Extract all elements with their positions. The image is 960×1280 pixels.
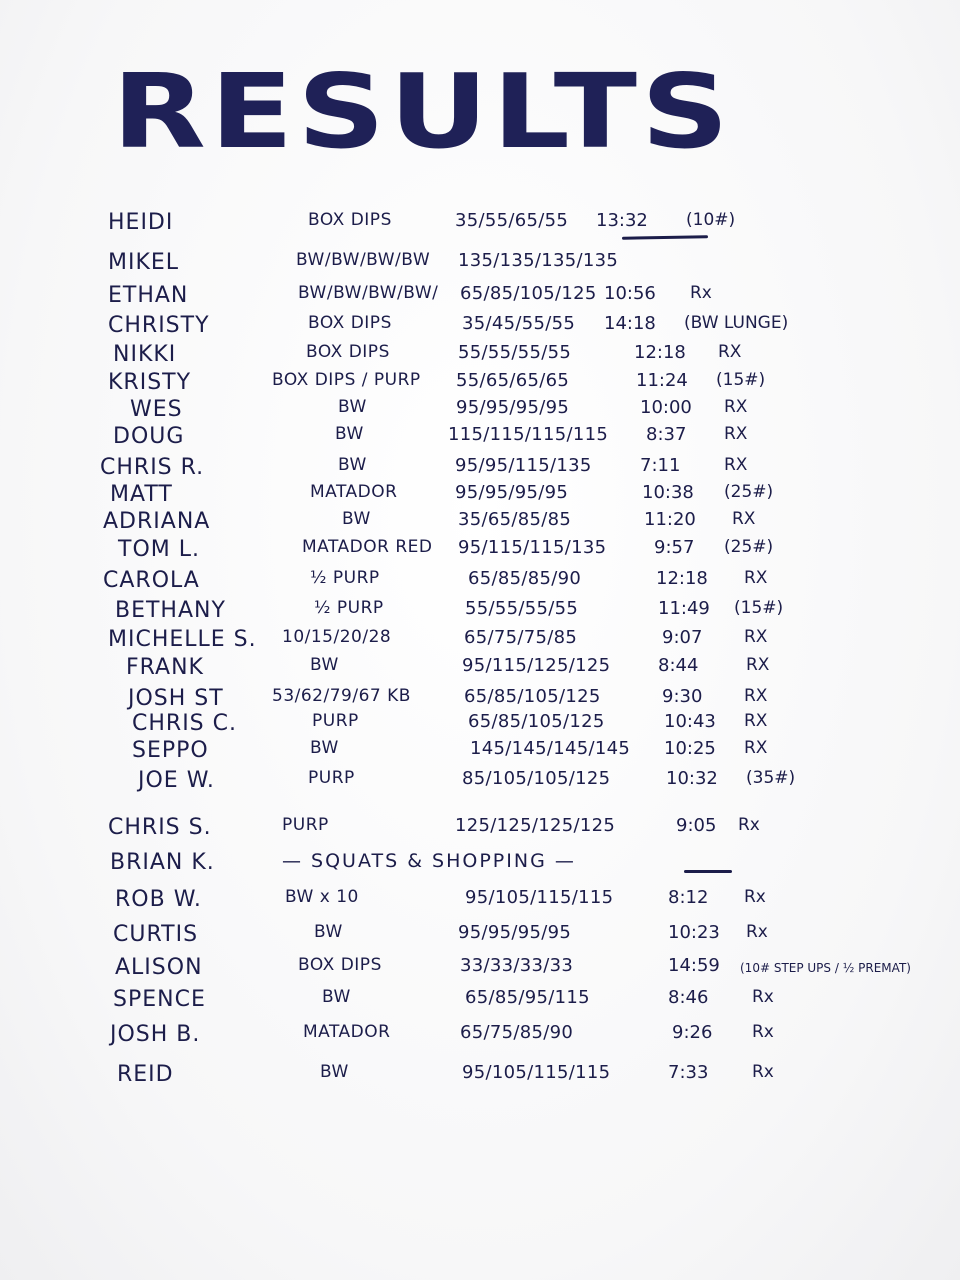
movement-modification: BOX DIPS <box>298 955 382 975</box>
result-row <box>0 922 960 952</box>
athlete-name: JOSH B. <box>110 1022 201 1047</box>
scaling-note: Rx <box>746 922 768 942</box>
athlete-name: BRIAN K. <box>110 850 215 875</box>
scaling-note: (25#) <box>724 537 774 557</box>
scaling-note: Rx <box>752 1022 774 1042</box>
scaling-note: RX <box>744 738 768 758</box>
scaling-note: (10# STEP UPS / ½ PREMAT) <box>740 961 911 975</box>
movement-modification: BW <box>322 987 351 1007</box>
scaling-note: RX <box>732 509 756 529</box>
barbell-weights: 55/65/65/65 <box>456 370 570 391</box>
barbell-weights: 95/95/95/95 <box>456 397 570 418</box>
result-row <box>0 815 960 845</box>
movement-modification: BW x 10 <box>285 887 359 907</box>
result-row <box>0 455 960 485</box>
barbell-weights: 115/115/115/115 <box>448 424 609 445</box>
result-row <box>0 283 960 313</box>
barbell-weights: 95/115/125/125 <box>462 655 611 676</box>
movement-modification: PURP <box>282 815 329 835</box>
movement-modification: ½ PURP <box>310 568 380 588</box>
scaling-note: Rx <box>744 887 766 907</box>
athlete-name: ALISON <box>115 955 203 980</box>
movement-modification: 10/15/20/28 <box>282 627 392 647</box>
result-row <box>0 598 960 628</box>
athlete-name: JOSH ST <box>128 686 224 711</box>
scaling-note: RX <box>724 424 748 444</box>
result-row <box>0 210 960 240</box>
athlete-name: FRANK <box>126 655 204 680</box>
barbell-weights: 65/85/105/125 <box>464 686 601 707</box>
result-row <box>0 768 960 798</box>
barbell-weights: 35/65/85/85 <box>458 509 572 530</box>
athlete-name: KRISTY <box>108 370 192 395</box>
result-row <box>0 711 960 741</box>
athlete-name: CAROLA <box>103 568 200 593</box>
athlete-name: JOE W. <box>138 768 215 793</box>
scaling-note: RX <box>744 686 768 706</box>
scaling-note: (35#) <box>746 768 796 788</box>
result-row <box>0 627 960 657</box>
finish-time: 10:25 <box>664 738 716 759</box>
barbell-weights: 95/105/115/115 <box>465 887 614 908</box>
finish-time: 9:30 <box>662 686 703 707</box>
movement-modification: BW/BW/BW/BW <box>296 250 431 270</box>
athlete-name: NIKKI <box>113 342 177 367</box>
athlete-name: ADRIANA <box>103 509 211 534</box>
scaling-note: Rx <box>738 815 760 835</box>
barbell-weights: 55/55/55/55 <box>458 342 572 363</box>
movement-modification: 53/62/79/67 KB <box>272 686 411 706</box>
barbell-weights: 65/85/105/125 <box>460 283 597 304</box>
finish-time: 8:12 <box>668 887 709 908</box>
barbell-weights: 145/145/145/145 <box>470 738 631 759</box>
athlete-name: DOUG <box>113 424 185 449</box>
finish-time: 7:11 <box>640 455 681 476</box>
barbell-weights: 95/95/95/95 <box>455 482 569 503</box>
result-row <box>0 397 960 427</box>
movement-modification: BOX DIPS <box>308 313 392 333</box>
scaling-note: RX <box>744 711 768 731</box>
finish-time: 8:44 <box>658 655 699 676</box>
result-row <box>0 1022 960 1052</box>
athlete-name: ROB W. <box>115 887 202 912</box>
finish-time: 8:37 <box>646 424 687 445</box>
athlete-name: REID <box>117 1062 174 1087</box>
finish-time: 13:32 <box>596 210 648 231</box>
finish-time: 10:56 <box>604 283 656 304</box>
finish-time: 12:18 <box>634 342 686 363</box>
scaling-note: (15#) <box>734 598 784 618</box>
finish-time: 9:57 <box>654 537 695 558</box>
athlete-name: BETHANY <box>115 598 226 623</box>
finish-time: 14:59 <box>668 955 720 976</box>
barbell-weights: 33/33/33/33 <box>460 955 574 976</box>
result-row <box>0 738 960 768</box>
finish-time: 10:38 <box>642 482 694 503</box>
scaling-note: (BW LUNGE) <box>684 313 789 333</box>
movement-modification: BW <box>310 655 339 675</box>
finish-time: 10:43 <box>664 711 716 732</box>
athlete-name: CHRIS R. <box>100 455 205 480</box>
movement-modification: BW <box>338 397 367 417</box>
movement-modification: BOX DIPS / PURP <box>272 370 421 390</box>
results-title: RESULTS <box>112 51 733 172</box>
result-row <box>0 887 960 917</box>
athlete-name: MATT <box>110 482 173 507</box>
barbell-weights: 35/55/65/55 <box>455 210 569 231</box>
athlete-name: SEPPO <box>132 738 209 763</box>
result-row <box>0 655 960 685</box>
athlete-name: SPENCE <box>113 987 206 1012</box>
finish-time: 12:18 <box>656 568 708 589</box>
scaling-note: RX <box>744 627 768 647</box>
result-row <box>0 370 960 400</box>
scaling-note: (15#) <box>716 370 766 390</box>
result-row <box>0 850 960 880</box>
scaling-note: Rx <box>690 283 712 303</box>
movement-modification: MATADOR <box>303 1022 391 1042</box>
barbell-weights: 65/75/75/85 <box>464 627 578 648</box>
scaling-note: Rx <box>752 987 774 1007</box>
finish-time: 11:49 <box>658 598 710 619</box>
movement-modification: MATADOR RED <box>302 537 433 557</box>
movement-modification: PURP <box>312 711 359 731</box>
movement-modification: BW <box>314 922 343 942</box>
movement-modification: — SQUATS & SHOPPING — <box>282 850 576 872</box>
barbell-weights: 65/75/85/90 <box>460 1022 574 1043</box>
result-row <box>0 568 960 598</box>
movement-modification: ½ PURP <box>314 598 384 618</box>
barbell-weights: 65/85/85/90 <box>468 568 582 589</box>
movement-modification: BW <box>338 455 367 475</box>
barbell-weights: 35/45/55/55 <box>462 313 576 334</box>
scaling-note: RX <box>718 342 742 362</box>
barbell-weights: 65/85/105/125 <box>468 711 605 732</box>
athlete-name: CHRIS C. <box>132 711 237 736</box>
scaling-note: RX <box>724 455 748 475</box>
result-row <box>0 342 960 372</box>
finish-time: 9:07 <box>662 627 703 648</box>
athlete-name: HEIDI <box>108 210 174 235</box>
finish-time: 11:24 <box>636 370 688 391</box>
barbell-weights: 95/115/115/135 <box>458 537 607 558</box>
finish-time: 14:18 <box>604 313 656 334</box>
scaling-note: RX <box>724 397 748 417</box>
finish-time: 9:05 <box>676 815 717 836</box>
movement-modification: BW <box>335 424 364 444</box>
scaling-note: (25#) <box>724 482 774 502</box>
athlete-name: WES <box>130 397 183 422</box>
athlete-name: CHRISTY <box>108 313 210 338</box>
result-row <box>0 482 960 512</box>
finish-time: 10:23 <box>668 922 720 943</box>
finish-time: 11:20 <box>644 509 696 530</box>
barbell-weights: 95/95/115/135 <box>455 455 592 476</box>
barbell-weights: 95/105/115/115 <box>462 1062 611 1083</box>
finish-time: 10:32 <box>666 768 718 789</box>
movement-modification: MATADOR <box>310 482 398 502</box>
athlete-name: TOM L. <box>118 537 200 562</box>
scaling-note: RX <box>746 655 770 675</box>
movement-modification: BW <box>310 738 339 758</box>
result-row <box>0 313 960 343</box>
athlete-name: ETHAN <box>108 283 189 308</box>
athlete-name: MICHELLE S. <box>108 627 257 652</box>
movement-modification: BOX DIPS <box>306 342 390 362</box>
finish-time: 9:26 <box>672 1022 713 1043</box>
barbell-weights: 125/125/125/125 <box>455 815 616 836</box>
movement-modification: BW <box>342 509 371 529</box>
barbell-weights: 85/105/105/125 <box>462 768 611 789</box>
movement-modification: BW/BW/BW/BW/ <box>298 283 439 303</box>
barbell-weights: 95/95/95/95 <box>458 922 572 943</box>
result-row <box>0 537 960 567</box>
barbell-weights: 65/85/95/115 <box>465 987 590 1008</box>
brian-time-dash <box>684 870 732 873</box>
barbell-weights: 135/135/135/135 <box>458 250 619 271</box>
result-row <box>0 509 960 539</box>
scaling-note: Rx <box>752 1062 774 1082</box>
result-row <box>0 424 960 454</box>
finish-time: 8:46 <box>668 987 709 1008</box>
result-row <box>0 250 960 280</box>
athlete-name: MIKEL <box>108 250 180 275</box>
athlete-name: CURTIS <box>113 922 199 947</box>
result-row <box>0 987 960 1017</box>
barbell-weights: 55/55/55/55 <box>465 598 579 619</box>
result-row <box>0 1062 960 1092</box>
athlete-name: CHRIS S. <box>108 815 212 840</box>
result-row <box>0 955 960 985</box>
finish-time: 10:00 <box>640 397 692 418</box>
movement-modification: PURP <box>308 768 355 788</box>
finish-time: 7:33 <box>668 1062 709 1083</box>
movement-modification: BOX DIPS <box>308 210 392 230</box>
movement-modification: BW <box>320 1062 349 1082</box>
scaling-note: (10#) <box>686 210 736 230</box>
scaling-note: RX <box>744 568 768 588</box>
